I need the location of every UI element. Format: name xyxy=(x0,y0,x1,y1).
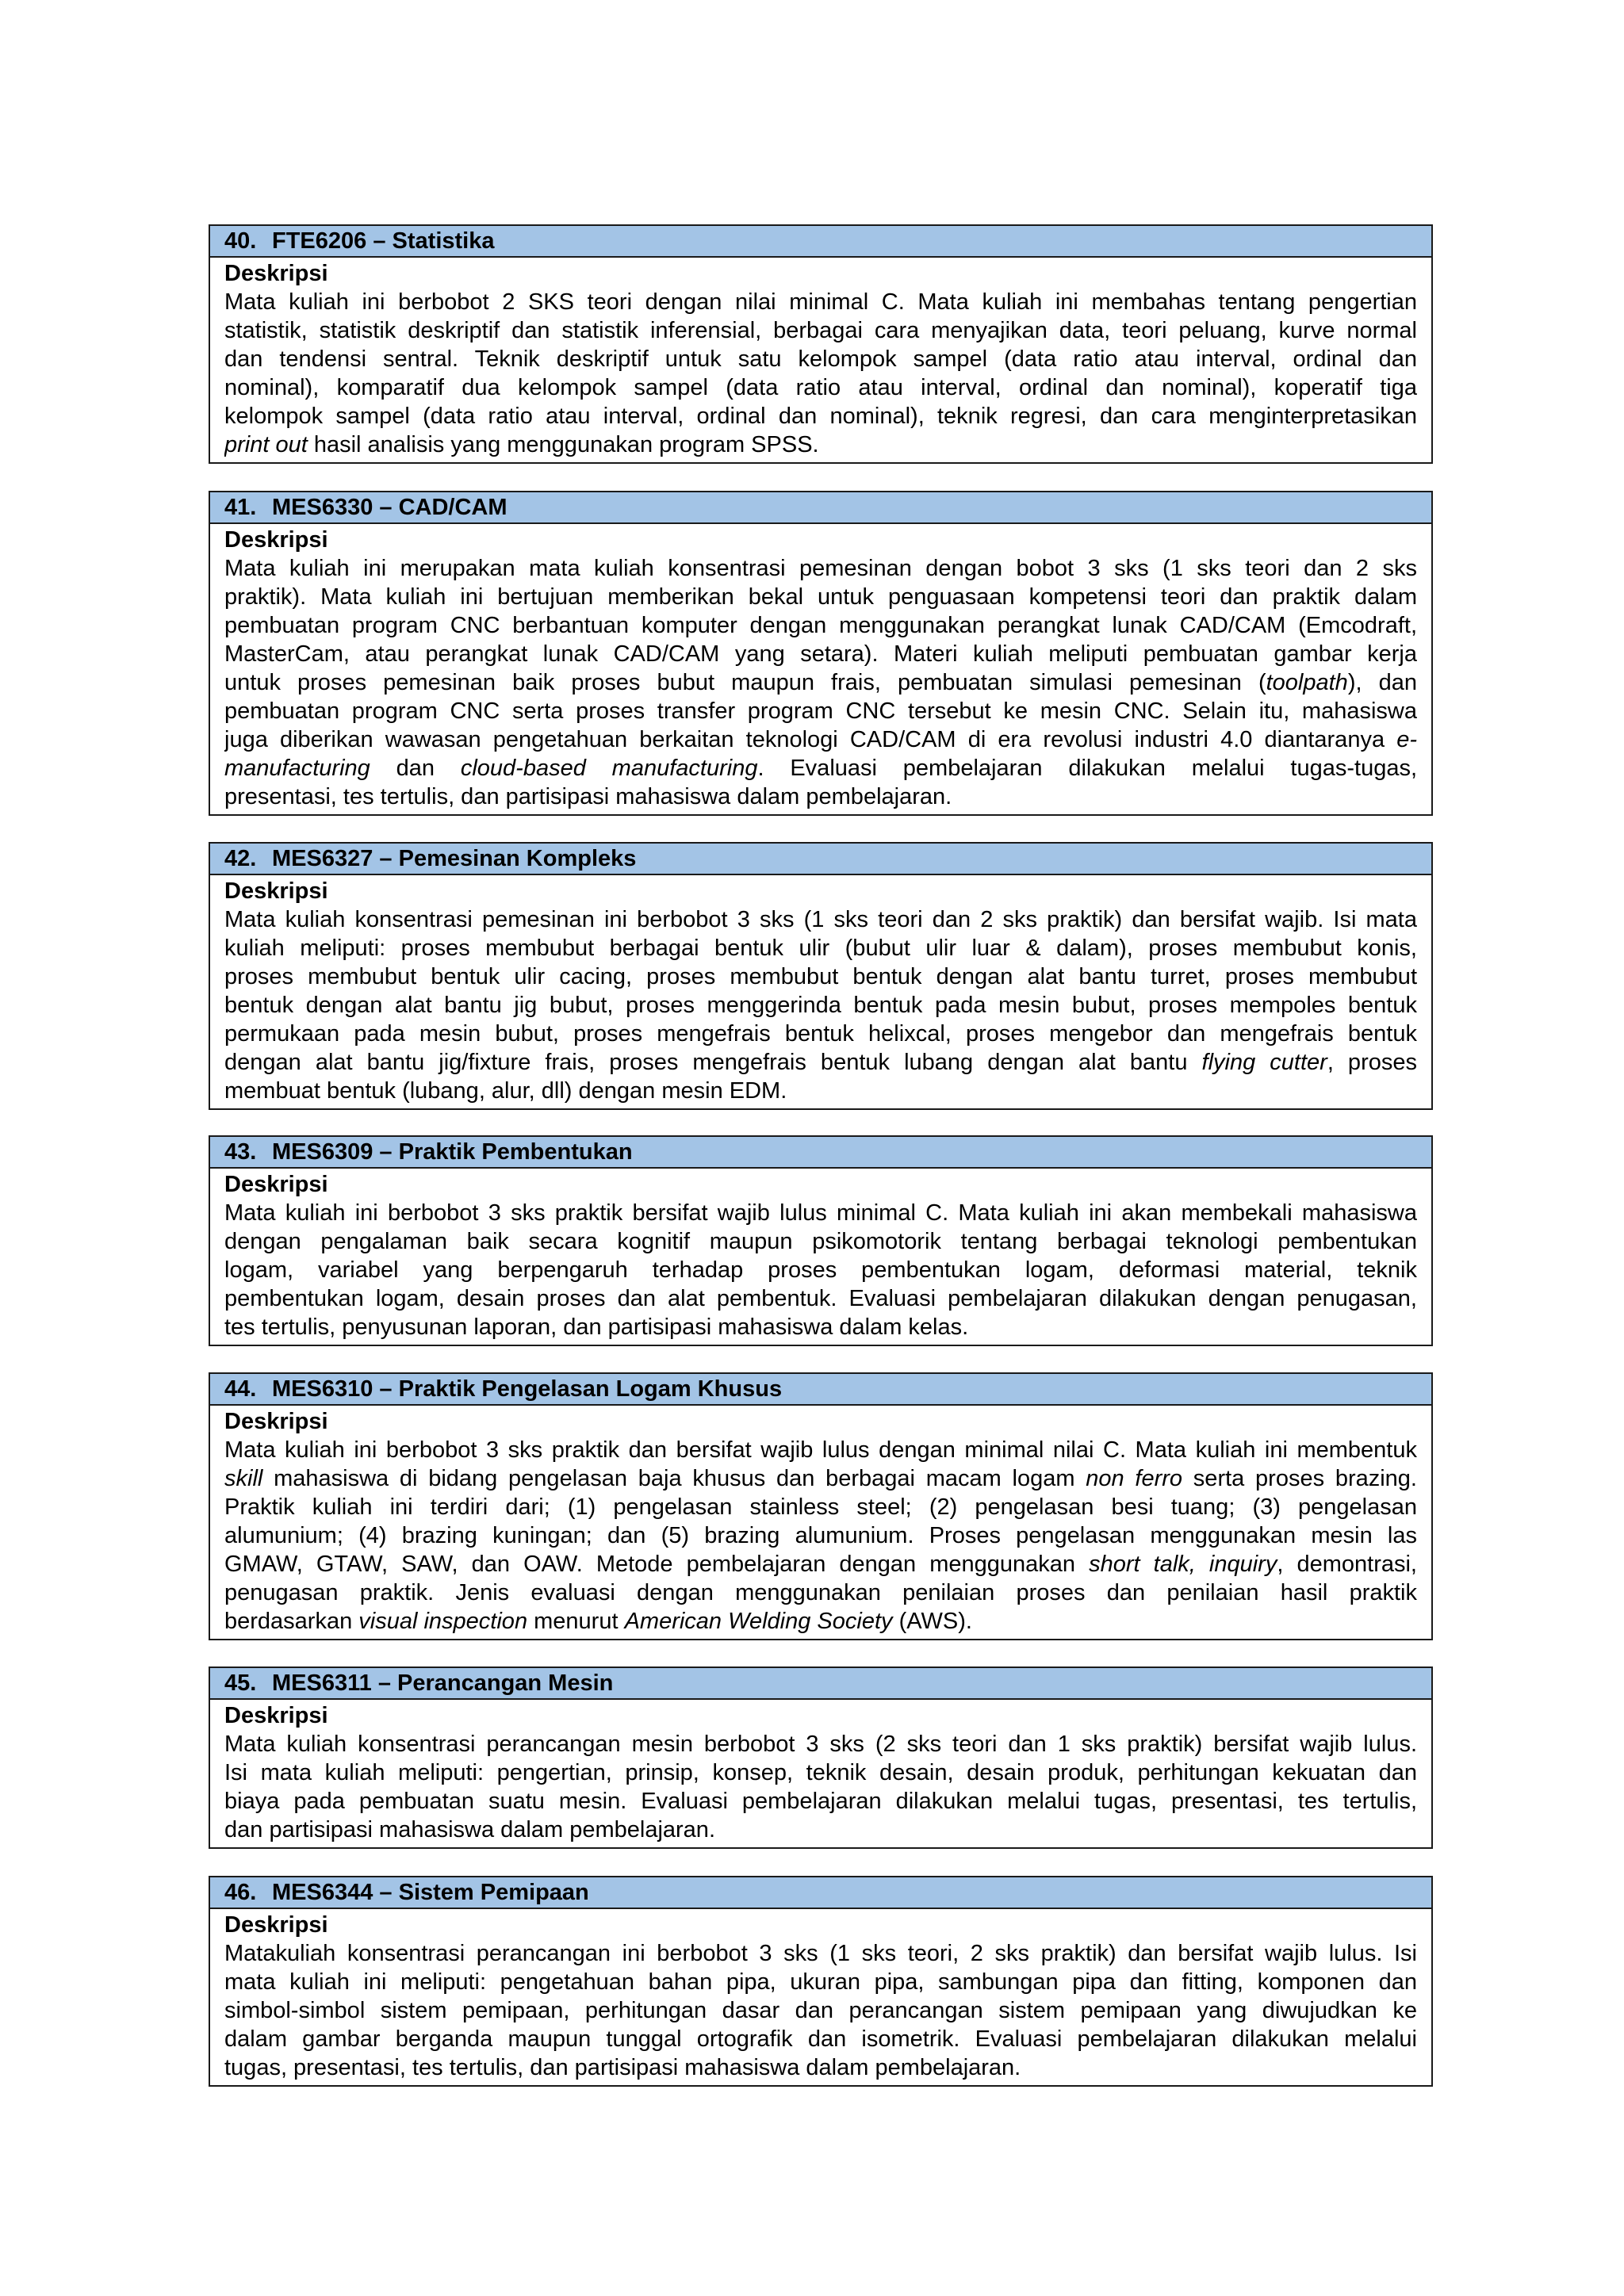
text-segment: Mata kuliah konsentrasi perancangan mesin berbobot 3 sks (2 sks teori dan 1 sks praktik) bersifat wajib lulus. xyxy=(224,1732,1417,1757)
description-line xyxy=(224,1436,1417,1464)
text-segment: biaya pada pembuatan suatu mesin. Evaluasi pembelajaran dilakukan melalui tugas, presentasi, tes tertulis, xyxy=(224,1789,1417,1814)
course-header xyxy=(210,844,1431,875)
course-description xyxy=(224,1436,1417,1636)
description-label: Deskripsi xyxy=(224,1409,328,1434)
text-segment: simbol-simbol sistem pemipaan, perhitungan dasar dan perancangan sistem pemipaan yang diwujudkan ke xyxy=(224,1998,1417,2023)
text-segment: mahasiswa di bidang pengelasan baja khusus dan berbagai macam logam xyxy=(262,1466,1086,1491)
description-line xyxy=(224,1199,1417,1227)
text-segment: tes tertulis, penyusunan laporan, dan partisipasi mahasiswa dalam kelas. xyxy=(224,1314,969,1340)
italic-term: print out xyxy=(224,432,308,457)
italic-term: short talk, inquiry xyxy=(1089,1552,1277,1577)
description-line xyxy=(224,1048,1417,1077)
course-description xyxy=(224,554,1417,811)
text-segment: pembuatan program CNC berbantuan komputer dengan menggunakan perangkat lunak CAD/CAM (Emcodraft, xyxy=(224,613,1417,638)
italic-term: skill xyxy=(224,1466,263,1491)
description-line xyxy=(224,1939,1417,1968)
italic-term: cloud-based manufacturing xyxy=(460,756,758,781)
text-segment: GMAW, GTAW, SAW, dan OAW. Metode pembelajaran dengan menggunakan xyxy=(224,1552,1090,1577)
description-line xyxy=(224,288,1417,316)
description-line xyxy=(224,402,1417,430)
text-segment: Mata kuliah ini merupakan mata kuliah konsentrasi pemesinan dengan bobot 3 sks (1 sks teori dan 2 sks xyxy=(224,556,1417,581)
text-segment: Praktik kuliah ini terdiri dari; (1) pengelasan stainless steel; (2) pengelasan besi tuang; (3) pengelasan xyxy=(224,1494,1417,1520)
course-description xyxy=(224,1939,1417,2082)
description-line xyxy=(224,1730,1417,1758)
text-segment: pembentukan logam, desain proses dan alat pembentuk. Evaluasi pembelajaran dilakukan dengan penugasan, xyxy=(224,1286,1417,1311)
text-segment: dengan pengalaman baik secara kognitif maupun psikomotorik tentang berbagai teknologi pembentukan xyxy=(224,1229,1417,1254)
text-segment: presentasi, tes tertulis, dan partisipasi mahasiswa dalam pembelajaran. xyxy=(224,784,952,809)
course-number: 45. xyxy=(224,1670,257,1696)
course-block xyxy=(209,1667,1433,1849)
course-number: 41. xyxy=(224,495,257,520)
text-segment: dan tendensi sentral. Teknik deskriptif untuk satu kelompok sampel (data ratio atau interval, ordinal dan xyxy=(224,346,1417,372)
text-segment: kuliah meliputi: proses membubut berbagai bentuk ulir (bubut ulir luar & dalam), proses membubut konis, xyxy=(224,936,1417,961)
course-header xyxy=(210,1137,1431,1169)
description-line xyxy=(224,1493,1417,1521)
description-line xyxy=(224,554,1417,583)
description-line xyxy=(224,1968,1417,1996)
course-body xyxy=(210,875,1431,1108)
course-title: MES6344 – Sistem Pemipaan xyxy=(272,1880,589,1905)
text-segment: bentuk dengan alat bantu jig bubut, proses menggerinda bentuk pada mesin bubut, proses mempoles bentuk xyxy=(224,993,1417,1018)
text-segment: dan partisipasi mahasiswa dalam pembelajaran. xyxy=(224,1817,715,1843)
description-line xyxy=(224,2053,1417,2082)
description-label: Deskripsi xyxy=(224,1912,328,1938)
text-segment: membuat bentuk (lubang, alur, dll) dengan mesin EDM. xyxy=(224,1078,787,1104)
text-segment: Mata kuliah konsentrasi pemesinan ini berbobot 3 sks (1 sks teori dan 2 sks praktik) dan bersifat wajib. Isi mata xyxy=(224,907,1417,932)
text-segment: . Evaluasi pembelajaran dilakukan melalui tugas-tugas, xyxy=(757,756,1417,781)
text-segment: alumunium; (4) brazing kuningan; dan (5) brazing alumunium. Proses pengelasan menggunakan mesin las xyxy=(224,1523,1417,1548)
description-line xyxy=(224,373,1417,402)
course-description xyxy=(224,1730,1417,1844)
italic-term: non ferro xyxy=(1086,1466,1183,1491)
description-line xyxy=(224,725,1417,754)
description-line xyxy=(224,611,1417,640)
text-segment: logam, variabel yang berpengaruh terhadap proses pembentukan logam, deformasi material, teknik xyxy=(224,1257,1417,1283)
text-segment: mata kuliah ini meliputi: pengetahuan bahan pipa, ukuran pipa, sambungan pipa dan fitting, komponen dan xyxy=(224,1969,1417,1995)
course-block xyxy=(209,842,1433,1110)
course-title: MES6310 – Praktik Pengelasan Logam Khusus xyxy=(272,1376,783,1402)
course-header xyxy=(210,1374,1431,1406)
course-number: 46. xyxy=(224,1880,257,1905)
text-segment: , proses xyxy=(1327,1050,1417,1075)
description-line xyxy=(224,783,1417,811)
text-segment: dengan alat bantu jig/fixture frais, proses mengefrais bentuk lubang dengan alat bantu xyxy=(224,1050,1202,1075)
text-segment: berdasarkan xyxy=(224,1609,359,1634)
description-line xyxy=(224,1758,1417,1787)
description-line xyxy=(224,1313,1417,1341)
description-line xyxy=(224,1521,1417,1550)
text-segment: proses membubut bentuk ulir cacing, proses membubut bentuk dengan alat bantu turret, proses membubut xyxy=(224,964,1417,989)
text-segment: kelompok sampel (data ratio atau interval, ordinal dan nominal), teknik regresi, dan cara menginterpretasikan xyxy=(224,404,1417,429)
description-line xyxy=(224,1284,1417,1313)
course-title: MES6327 – Pemesinan Kompleks xyxy=(272,846,637,871)
description-line xyxy=(224,1996,1417,2025)
description-line xyxy=(224,1816,1417,1844)
description-line xyxy=(224,583,1417,611)
description-line xyxy=(224,1256,1417,1284)
description-line xyxy=(224,1020,1417,1048)
course-body xyxy=(210,258,1431,462)
course-header xyxy=(210,1668,1431,1700)
description-line xyxy=(224,905,1417,934)
text-segment: praktik). Mata kuliah ini bertujuan memberikan bekal untuk penguasaan kompetensi teori dan praktik dalam xyxy=(224,584,1417,610)
course-header xyxy=(210,226,1431,258)
course-number: 42. xyxy=(224,846,257,871)
course-title: MES6311 – Perancangan Mesin xyxy=(272,1670,614,1696)
course-description xyxy=(224,288,1417,459)
text-segment: dan xyxy=(370,756,461,781)
description-line xyxy=(224,316,1417,345)
text-segment: permukaan pada mesin bubut, proses mengefrais bentuk helixcal, proses mengebor dan mengefrais bentuk xyxy=(224,1021,1417,1047)
course-header xyxy=(210,1877,1431,1909)
course-number: 44. xyxy=(224,1376,257,1402)
description-label: Deskripsi xyxy=(224,878,328,904)
course-description xyxy=(224,1199,1417,1341)
course-block xyxy=(209,1372,1433,1640)
description-line xyxy=(224,1464,1417,1493)
italic-term: toolpath xyxy=(1266,670,1348,695)
description-line xyxy=(224,754,1417,783)
text-segment: untuk proses pemesinan baik proses bubut maupun frais, pembuatan simulasi pemesinan ( xyxy=(224,670,1266,695)
description-line xyxy=(224,1787,1417,1816)
description-line xyxy=(224,934,1417,962)
course-header xyxy=(210,492,1431,524)
text-segment: juga diberikan wawasan pengetahuan berkaitan teknologi CAD/CAM di era revolusi industri 4.0 diantaranya xyxy=(224,727,1397,752)
description-line xyxy=(224,1227,1417,1256)
description-line xyxy=(224,962,1417,991)
text-segment: pembuatan program CNC serta proses transfer program CNC tersebut ke mesin CNC. Selain itu, mahasiswa xyxy=(224,698,1417,724)
course-body xyxy=(210,1169,1431,1345)
text-segment: menurut xyxy=(527,1609,625,1634)
text-segment: Matakuliah konsentrasi perancangan ini berbobot 3 sks (1 sks teori, 2 sks praktik) dan bersifat wajib lulus. Isi xyxy=(224,1941,1417,1966)
text-segment: Mata kuliah ini berbobot 3 sks praktik dan bersifat wajib lulus dengan minimal nilai C. Mata kuliah ini membentuk xyxy=(224,1437,1417,1463)
text-segment: Mata kuliah ini berbobot 3 sks praktik bersifat wajib lulus minimal C. Mata kuliah ini akan membekali mahasiswa xyxy=(224,1200,1417,1226)
description-line xyxy=(224,2025,1417,2053)
course-body xyxy=(210,524,1431,814)
text-segment: dalam gambar berganda maupun tunggal ortografik dan isometrik. Evaluasi pembelajaran dilakukan melalui xyxy=(224,2026,1417,2052)
text-segment: Mata kuliah ini berbobot 2 SKS teori dengan nilai minimal C. Mata kuliah ini membahas tentang pengertian xyxy=(224,289,1417,315)
text-segment: penugasan praktik. Jenis evaluasi dengan menggunakan penilaian proses dan penilaian hasil praktik xyxy=(224,1580,1417,1605)
description-label: Deskripsi xyxy=(224,1172,328,1197)
course-number: 43. xyxy=(224,1139,257,1165)
text-segment: ), dan xyxy=(1347,670,1417,695)
course-description xyxy=(224,905,1417,1105)
italic-term: American Welding Society xyxy=(624,1609,893,1634)
description-line xyxy=(224,1578,1417,1607)
text-segment: Isi mata kuliah meliputi: pengertian, prinsip, konsep, teknik desain, desain produk, perhitungan kekuatan dan xyxy=(224,1760,1417,1785)
text-segment: MasterCam, atau perangkat lunak CAD/CAM yang setara). Materi kuliah meliputi pembuatan gambar kerja xyxy=(224,641,1417,667)
course-number: 40. xyxy=(224,228,257,254)
description-line xyxy=(224,430,1417,459)
text-segment: serta proses brazing. xyxy=(1182,1466,1417,1491)
description-line xyxy=(224,697,1417,725)
italic-term: e- xyxy=(1396,727,1417,752)
description-label: Deskripsi xyxy=(224,261,328,286)
text-segment: , demontrasi, xyxy=(1277,1552,1417,1577)
course-title: MES6309 – Praktik Pembentukan xyxy=(272,1139,633,1165)
text-segment: tugas, presentasi, tes tertulis, dan partisipasi mahasiswa dalam pembelajaran. xyxy=(224,2055,1021,2080)
text-segment: nominal), komparatif dua kelompok sampel (data ratio atau interval, ordinal dan nominal), koperatif tiga xyxy=(224,375,1417,400)
italic-term: flying cutter xyxy=(1201,1050,1327,1075)
course-body xyxy=(210,1406,1431,1639)
text-segment: statistik, statistik deskriptif dan statistik inferensial, berbagai cara menyajikan data, teori peluang, kurve normal xyxy=(224,318,1417,343)
description-label: Deskripsi xyxy=(224,527,328,553)
course-title: FTE6206 – Statistika xyxy=(272,228,495,254)
text-segment: hasil analisis yang menggunakan program SPSS. xyxy=(307,432,819,457)
course-body xyxy=(210,1909,1431,2085)
description-line xyxy=(224,1077,1417,1105)
description-line xyxy=(224,1550,1417,1578)
course-block xyxy=(209,1876,1433,2087)
course-block xyxy=(209,491,1433,816)
description-label: Deskripsi xyxy=(224,1703,328,1728)
description-line xyxy=(224,991,1417,1020)
course-block xyxy=(209,224,1433,464)
italic-term: visual inspection xyxy=(358,1609,528,1634)
description-line xyxy=(224,668,1417,697)
description-line xyxy=(224,1607,1417,1636)
course-title: MES6330 – CAD/CAM xyxy=(272,495,508,520)
description-line xyxy=(224,640,1417,668)
text-segment: (AWS). xyxy=(892,1609,972,1634)
italic-term: manufacturing xyxy=(224,756,370,781)
course-block xyxy=(209,1135,1433,1346)
description-line xyxy=(224,345,1417,373)
course-body xyxy=(210,1700,1431,1847)
